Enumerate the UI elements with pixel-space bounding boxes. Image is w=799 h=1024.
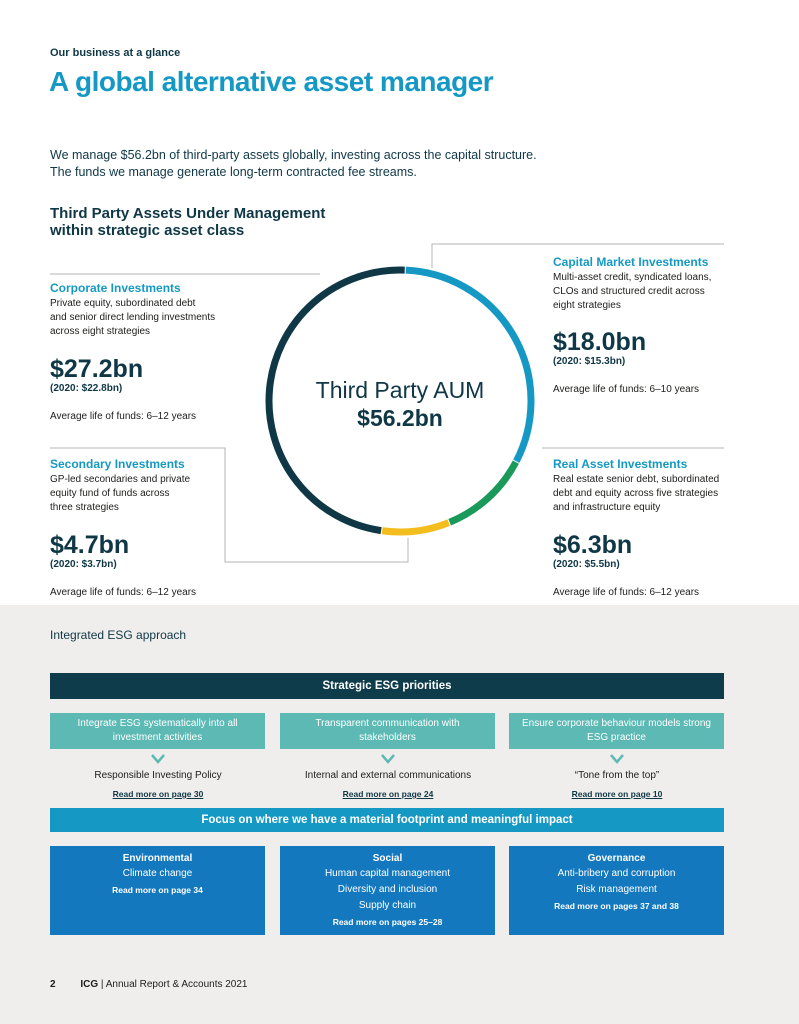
pillar-title: Social: [372, 853, 403, 864]
segment-description: [553, 271, 743, 313]
page-title: A global alternative asset manager: [49, 66, 494, 97]
donut-center-label: [285, 376, 515, 432]
segment-corporate: [50, 281, 270, 422]
pillar-environmental: [50, 846, 265, 935]
segment-fund-life: Average life of funds: 6–12 years: [50, 587, 197, 598]
priority-policy-1: Responsible Investing Policy: [94, 770, 222, 781]
desc-line: GP-led secondaries and private: [50, 474, 191, 485]
segment-fund-life: Average life of funds: 6–12 years: [50, 411, 197, 422]
segment-description: [50, 297, 270, 339]
priority-box-2: Transparent communication with stakeholders: [280, 713, 495, 749]
pillar-item: Diversity and inclusion: [337, 884, 438, 895]
desc-line: equity fund of funds across: [50, 488, 170, 499]
pillar-item: Human capital management: [324, 868, 451, 879]
priority-box-1: Integrate ESG systematically into all investment activities: [50, 713, 265, 749]
segment-value: $27.2bn: [50, 355, 144, 383]
segment-prior-year: (2020: $22.8bn): [50, 383, 123, 394]
read-more-link[interactable]: Read more on pages 25–28: [332, 917, 443, 927]
aum-title-line-1: Third Party Assets Under Management: [50, 205, 326, 222]
pillar-item: Anti-bribery and corruption: [557, 868, 676, 879]
priority-box-3: Ensure corporate behaviour models strong ESG practice: [509, 713, 724, 749]
intro-line-1: We manage $56.2bn of third-party assets globally, investing across the capital structure.: [50, 148, 537, 162]
footer-text: | Annual Report & Accounts 2021: [100, 979, 248, 990]
donut-segment-capital-market-investments: [406, 270, 531, 461]
pillar-item: Risk management: [576, 884, 657, 895]
segment-fund-life: Average life of funds: 6–10 years: [553, 384, 700, 395]
desc-line: Multi-asset credit, syndicated loans,: [553, 272, 712, 283]
section-kicker: Our business at a glance: [50, 47, 181, 59]
segment-name: Secondary Investments: [50, 457, 185, 471]
pillar-item: Supply chain: [358, 900, 417, 911]
desc-line: and infrastructure equity: [553, 502, 661, 513]
segment-description: [553, 473, 753, 515]
segment-prior-year: (2020: $3.7bn): [50, 559, 117, 570]
chevron-down-icon: [381, 754, 395, 764]
desc-line: Private equity, subordinated debt: [50, 298, 196, 309]
pillar-title: Environmental: [122, 853, 193, 864]
chevron-down-icon: [610, 754, 624, 764]
chevron-down-icon: [151, 754, 165, 764]
read-more-link[interactable]: Read more on pages 37 and 38: [554, 901, 679, 911]
segment-name: Corporate Investments: [50, 281, 181, 295]
read-more-link[interactable]: Read more on page 24: [342, 789, 434, 799]
segment-description: [50, 473, 225, 515]
segment-name: Real Asset Investments: [553, 457, 688, 471]
donut-segment-real-asset-investments: [450, 462, 516, 522]
segment-prior-year: (2020: $5.5bn): [553, 559, 620, 570]
desc-line: eight strategies: [553, 300, 621, 311]
aum-title-line-2: within strategic asset class: [50, 222, 245, 239]
desc-line: CLOs and structured credit across: [553, 286, 705, 297]
pillar-title: Governance: [587, 853, 646, 864]
intro-line-2: The funds we manage generate long-term contracted fee streams.: [50, 165, 417, 179]
donut-segment-secondary-investments: [382, 523, 449, 532]
desc-line: debt and equity across five strategies: [553, 488, 719, 499]
esg-section-label: Integrated ESG approach: [50, 628, 187, 642]
segment-capital-market: [553, 255, 743, 395]
segment-value: $18.0bn: [553, 328, 647, 356]
segment-secondary: [50, 457, 225, 598]
donut-center-title: Third Party AUM: [315, 377, 485, 403]
footer-brand: ICG: [80, 979, 99, 990]
pillar-social: [280, 846, 495, 935]
desc-line: and senior direct lending investments: [50, 312, 216, 323]
desc-line: three strategies: [50, 502, 119, 513]
segment-fund-life: Average life of funds: 6–12 years: [553, 587, 700, 598]
page-footer: [50, 979, 248, 990]
priority-policy-3: “Tone from the top”: [574, 770, 660, 781]
read-more-link[interactable]: Read more on page 34: [112, 885, 203, 895]
desc-line: Real estate senior debt, subordinated: [553, 474, 720, 485]
read-more-link[interactable]: Read more on page 10: [571, 789, 663, 799]
strategic-priorities-bar: Strategic ESG priorities: [50, 673, 724, 699]
segment-real-asset: [553, 457, 753, 598]
segment-value: $4.7bn: [50, 531, 130, 559]
priority-policy-2: Internal and external communications: [304, 770, 472, 781]
segment-name: Capital Market Investments: [553, 255, 709, 269]
donut-center-value: $56.2bn: [357, 405, 443, 431]
read-more-link[interactable]: Read more on page 30: [112, 789, 204, 799]
segment-value: $6.3bn: [553, 531, 633, 559]
desc-line: across eight strategies: [50, 326, 151, 337]
pillar-item: Climate change: [122, 868, 193, 879]
focus-bar: Focus on where we have a material footprint and meaningful impact: [50, 808, 724, 832]
segment-prior-year: (2020: $15.3bn): [553, 356, 626, 367]
page-number: 2: [50, 979, 56, 990]
pillar-governance: [509, 846, 724, 935]
